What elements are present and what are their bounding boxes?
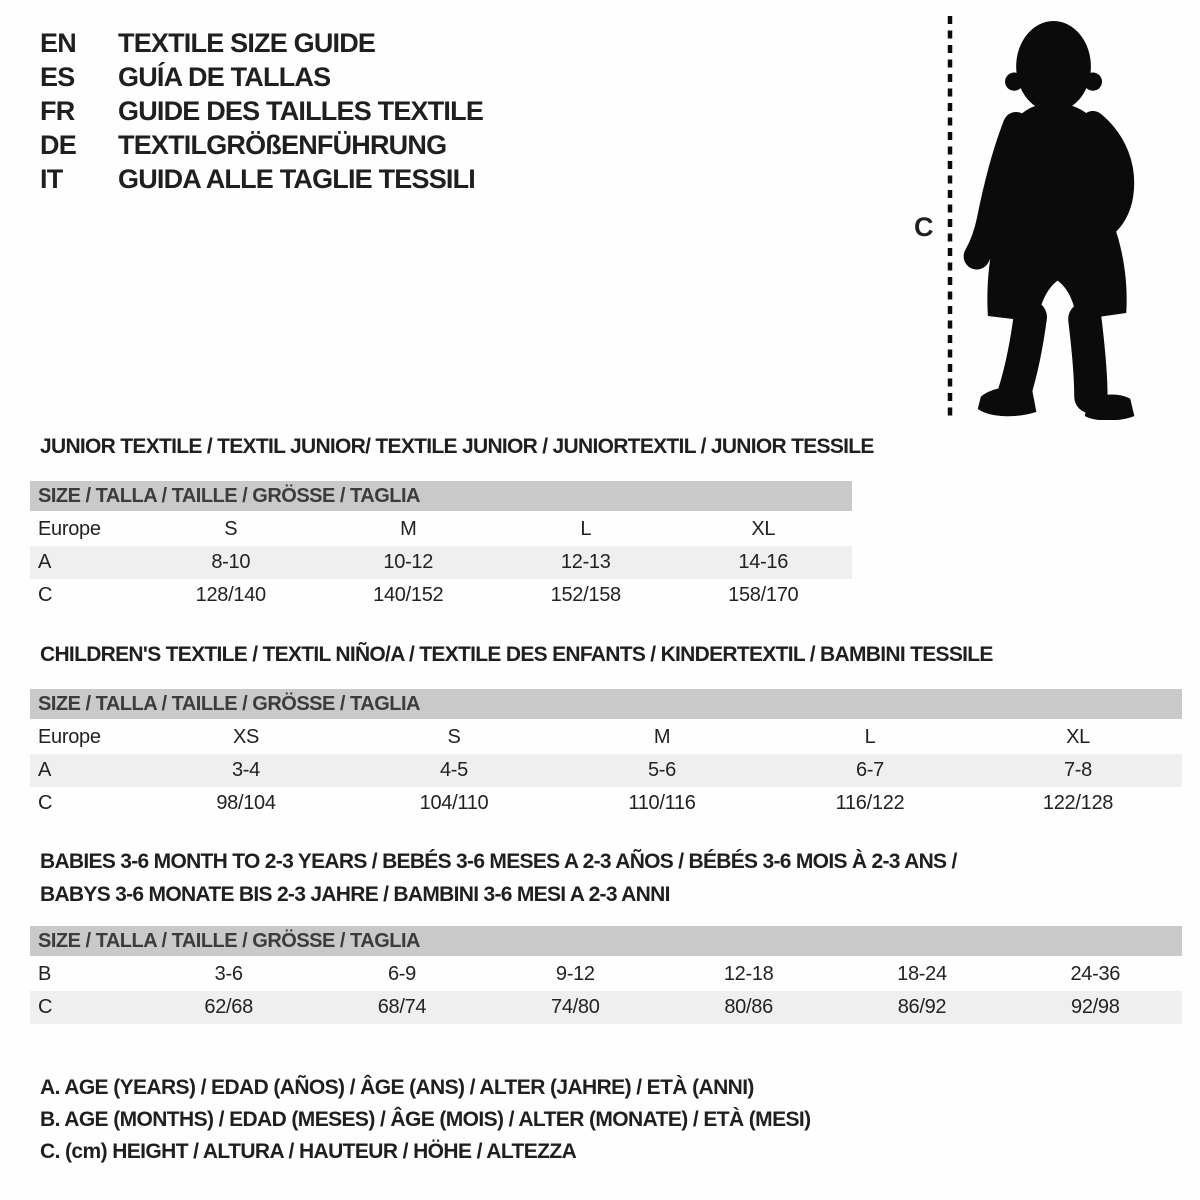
age-cell: 4-5	[439, 759, 468, 781]
height-cell: 140/152	[373, 584, 444, 606]
height-cell: 158/170	[728, 584, 799, 606]
table-row	[30, 721, 1182, 754]
lang-row-en	[40, 26, 483, 60]
height-cell: 122/128	[1042, 792, 1114, 814]
height-measure-label: C	[914, 212, 934, 242]
lang-code: IT	[40, 164, 63, 194]
table-row	[30, 991, 1182, 1024]
lang-code: DE	[40, 130, 76, 160]
height-cell: 110/116	[628, 792, 696, 814]
measure-legend	[40, 1072, 811, 1168]
age-cell: 7-8	[1063, 759, 1092, 781]
row-label: C	[38, 584, 53, 606]
table-row	[30, 513, 852, 546]
babies-size-table	[30, 926, 1182, 1024]
language-title-list	[40, 26, 483, 196]
height-cell: 152/158	[550, 584, 621, 606]
guide-title: GUIDA ALLE TAGLIE TESSILI	[118, 164, 475, 194]
age-cell: 14-16	[738, 551, 789, 573]
age-cell: 6-7	[855, 759, 884, 781]
table-row	[30, 754, 1182, 787]
size-cell: L	[864, 726, 876, 748]
age-cell: 12-13	[560, 551, 611, 573]
height-measure-dotted-line-icon	[947, 14, 953, 418]
table-header-size-row: SIZE / TALLA / TAILLE / GRÖSSE / TAGLIA	[30, 926, 1182, 956]
age-cell: 6-9	[387, 963, 416, 985]
height-cell: 80/86	[724, 996, 773, 1018]
table-header-size-row: SIZE / TALLA / TAILLE / GRÖSSE / TAGLIA	[30, 689, 1182, 719]
height-cell: 86/92	[897, 996, 947, 1018]
lang-row-it	[40, 162, 483, 196]
height-cell: 74/80	[551, 996, 600, 1018]
guide-title: GUIDE DES TAILLES TEXTILE	[118, 96, 484, 126]
table-row	[30, 546, 852, 579]
size-cell: M	[400, 518, 417, 540]
toddler-silhouette-icon	[962, 16, 1140, 420]
size-cell: L	[580, 518, 592, 540]
size-cell: S	[447, 726, 461, 748]
lang-code: EN	[40, 28, 76, 58]
table-row	[30, 579, 852, 612]
junior-size-table	[30, 481, 852, 612]
babies-section-title	[40, 845, 957, 911]
legend-line-c: C. (cm) HEIGHT / ALTURA / HAUTEUR / HÖHE / ALTEZZA	[40, 1140, 577, 1163]
row-label: Europe	[38, 518, 101, 540]
row-label: C	[38, 996, 53, 1018]
lang-code: FR	[40, 96, 75, 126]
junior-section-title: JUNIOR TEXTILE / TEXTIL JUNIOR/ TEXTILE JUNIOR / JUNIORTEXTIL / JUNIOR TESSILE	[40, 435, 874, 458]
legend-line-b: B. AGE (MONTHS) / EDAD (MESES) / ÂGE (MOIS) / ALTER (MONATE) / ETÀ (MESI)	[40, 1108, 811, 1131]
row-label: A	[38, 759, 52, 781]
age-cell: 8-10	[211, 551, 251, 573]
size-cell: XS	[232, 726, 260, 748]
height-cell: 68/74	[377, 996, 427, 1018]
children-section-title: CHILDREN'S TEXTILE / TEXTIL NIÑO/A / TEXTILE DES ENFANTS / KINDERTEXTIL / BAMBINI TESSILE	[40, 643, 993, 666]
size-cell: XL	[751, 518, 776, 540]
height-cell: 116/122	[835, 792, 905, 814]
lang-row-es	[40, 60, 483, 94]
age-cell: 12-18	[723, 963, 774, 985]
table-header-size-row: SIZE / TALLA / TAILLE / GRÖSSE / TAGLIA	[30, 481, 852, 511]
babies-title-line2: BABYS 3-6 MONATE BIS 2-3 JAHRE / BAMBINI 3-6 MESI A 2-3 ANNI	[40, 883, 670, 906]
age-cell: 3-4	[231, 759, 260, 781]
children-size-table	[30, 689, 1182, 820]
height-cell: 92/98	[1071, 996, 1120, 1018]
height-cell: 128/140	[195, 584, 266, 606]
age-cell: 24-36	[1070, 963, 1121, 985]
height-cell: 62/68	[204, 996, 253, 1018]
lang-code: ES	[40, 62, 75, 92]
table-row	[30, 787, 1182, 820]
row-label: Europe	[38, 726, 101, 748]
row-label: C	[38, 792, 53, 814]
age-cell: 18-24	[897, 963, 947, 985]
age-cell: 9-12	[555, 963, 595, 985]
size-cell: S	[224, 518, 238, 540]
size-cell: XL	[1066, 726, 1090, 748]
babies-title-line1: BABIES 3-6 MONTH TO 2-3 YEARS / BEBÉS 3-6 MESES A 2-3 AÑOS / BÉBÉS 3-6 MOIS À 2-3 ANS /	[40, 850, 957, 873]
guide-title: TEXTILGRÖßENFÜHRUNG	[118, 130, 447, 160]
lang-row-de	[40, 128, 483, 162]
age-cell: 10-12	[383, 551, 434, 573]
size-cell: M	[653, 726, 671, 748]
guide-title: TEXTILE SIZE GUIDE	[118, 28, 376, 58]
age-cell: 5-6	[647, 759, 676, 781]
guide-title: GUÍA DE TALLAS	[118, 62, 331, 92]
age-cell: 3-6	[214, 963, 243, 985]
height-cell: 104/110	[419, 792, 489, 814]
legend-line-a: A. AGE (YEARS) / EDAD (AÑOS) / ÂGE (ANS) / ALTER (JAHRE) / ETÀ (ANNI)	[40, 1076, 754, 1099]
lang-row-fr	[40, 94, 483, 128]
height-cell: 98/104	[216, 792, 276, 814]
row-label: B	[38, 963, 52, 985]
row-label: A	[38, 551, 52, 573]
table-row	[30, 958, 1182, 991]
